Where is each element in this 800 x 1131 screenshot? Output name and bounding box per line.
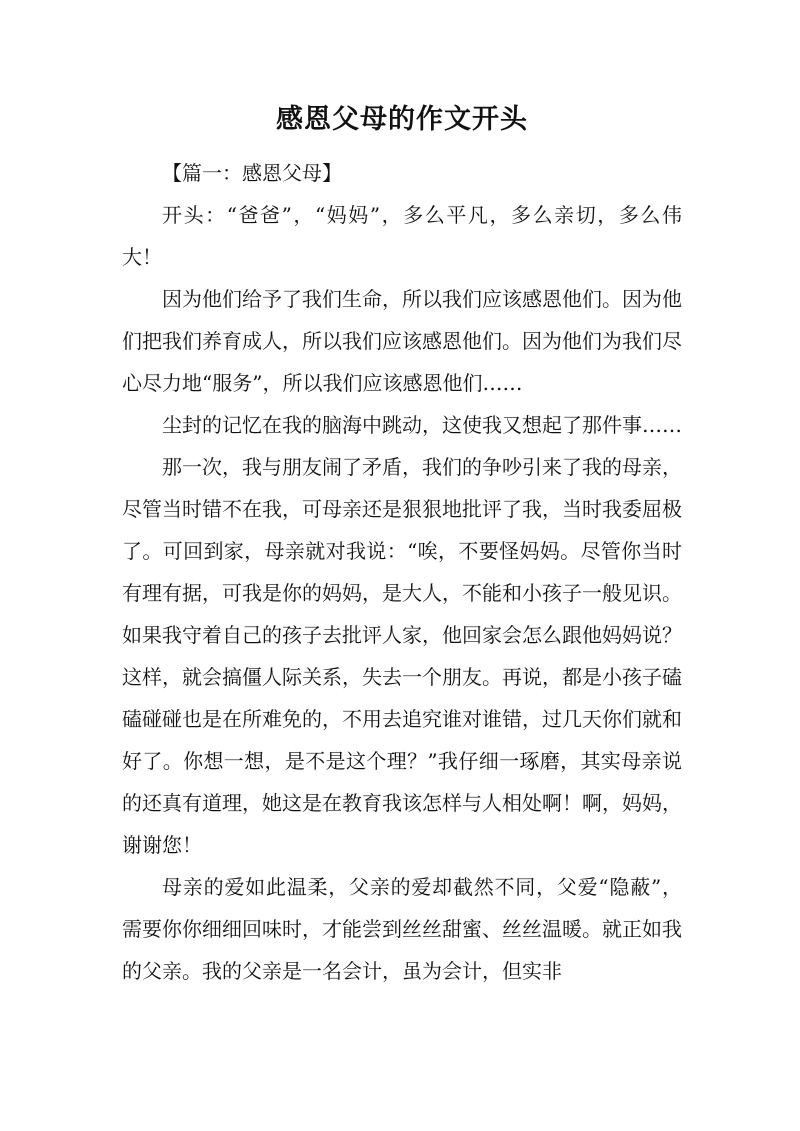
- paragraph-opening: 开头：“爸爸”，“妈妈”，多么平凡，多么亲切，多么伟大！: [122, 203, 682, 269]
- section-heading: 【篇一：感恩父母】: [162, 161, 342, 185]
- paragraph-memory: 尘封的记忆在我的脑海中跳动，这使我又想起了那件事……: [162, 413, 682, 437]
- paragraph-father-love: 母亲的爱如此温柔，父亲的爱却截然不同，父爱“隐蔽”，需要你你细细回味时，才能尝到丝丝甜蜜、丝丝温暖。就正如我的父亲。我的父亲是一名会计，虽为会计，但实非: [122, 875, 682, 983]
- paragraph-mother-story: 那一次，我与朋友闹了矛盾，我们的争吵引来了我的母亲，尽管当时错不在我，可母亲还是狠狠地批评了我，当时我委屈极了。可回到家，母亲就对我说：“唉，不要怪妈妈。尽管你当时有理有据，可我是你的妈妈，是大人，不能和小孩子一般见识。如果我守着自己的孩子去批评人家，他回家会怎么跟他妈妈说？这样，就会搞僵人际关系，失去一个朋友。再说，都是小孩子磕磕碰碰也是在所难免的，不用去追究谁对谁错，过几天你们就和好了。你想一想，是不是这个理？”我仔细一琢磨，其实母亲说的还真有道理，她这是在教育我该怎样与人相处啊！啊，妈妈，谢谢您！: [122, 455, 682, 857]
- document-body: [122, 152, 682, 992]
- document-title: 感恩父母的作文开头: [276, 104, 528, 135]
- paragraph-gratitude-reasons: 因为他们给予了我们生命，所以我们应该感恩他们。因为他们把我们养育成人，所以我们应该感恩他们。因为他们为我们尽心尽力地“服务”，所以我们应该感恩他们……: [122, 287, 682, 395]
